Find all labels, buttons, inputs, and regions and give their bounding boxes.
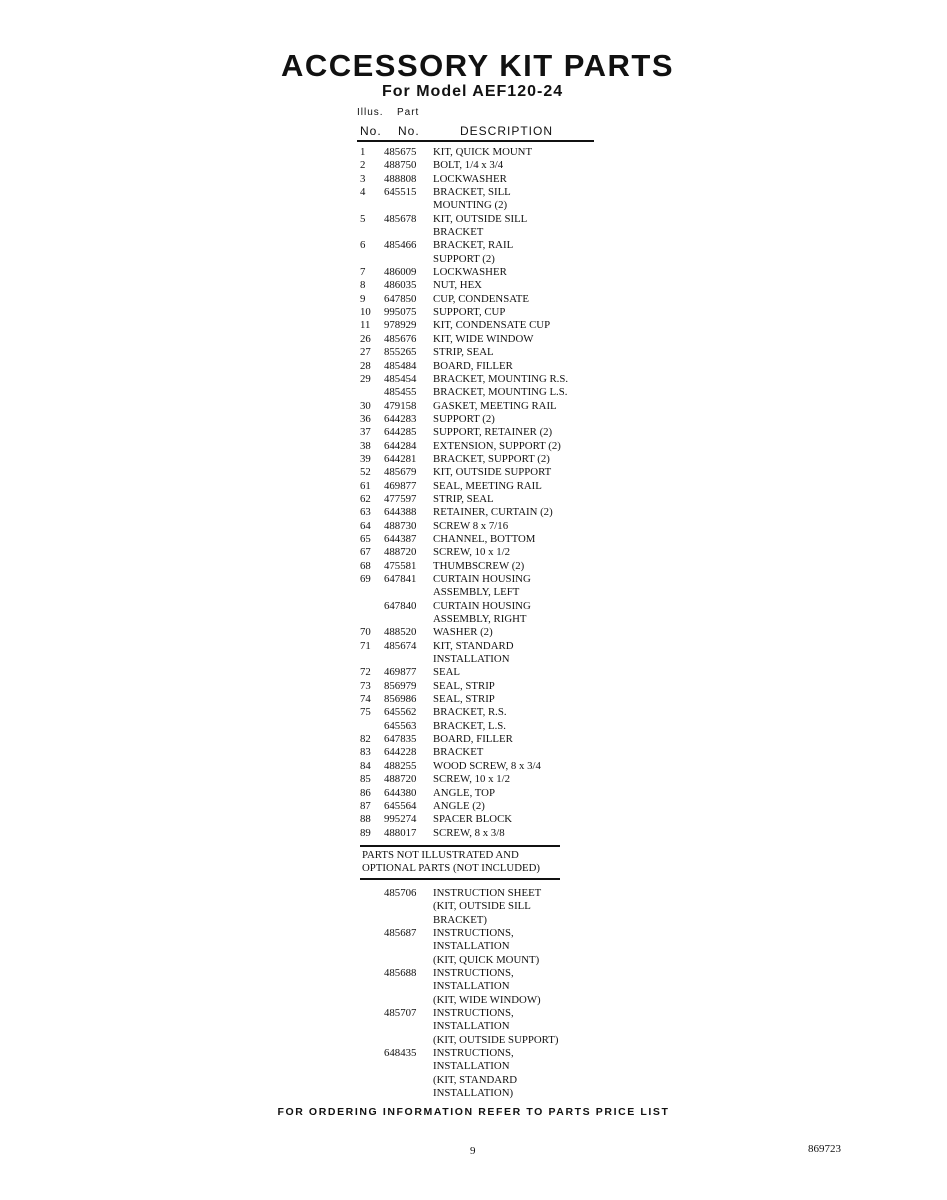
- part-number: 488720: [384, 773, 417, 786]
- optional-row: [357, 1087, 607, 1100]
- illus-number: 70: [360, 626, 371, 639]
- description-header: DESCRIPTION: [460, 124, 554, 138]
- part-number: 978929: [384, 319, 417, 332]
- illus-number: 6: [360, 239, 366, 252]
- illus-number: 36: [360, 412, 371, 425]
- parts-row: [357, 546, 607, 559]
- part-number: 647850: [384, 292, 417, 305]
- part-number: 485674: [384, 639, 417, 652]
- part-description: ASSEMBLY, RIGHT: [433, 613, 527, 626]
- page-title: ACCESSORY KIT PARTS: [280, 48, 675, 83]
- parts-row: [357, 186, 607, 199]
- parts-row: [357, 266, 607, 279]
- part-description: ANGLE (2): [433, 799, 485, 812]
- part-description: KIT, WIDE WINDOW: [433, 332, 534, 345]
- part-number: 647840: [384, 599, 417, 612]
- parts-row: [357, 360, 607, 373]
- part-description: (KIT, OUTSIDE SUPPORT): [433, 1033, 559, 1046]
- part-number: 479158: [384, 399, 417, 412]
- part-description: SCREW 8 x 7/16: [433, 519, 509, 532]
- part-number: [384, 653, 433, 666]
- part-number: 485679: [384, 466, 417, 479]
- illus-number: 88: [360, 813, 371, 826]
- parts-row: [357, 346, 607, 359]
- parts-row: [357, 159, 607, 172]
- part-number: [384, 980, 433, 993]
- part-description: INSTRUCTION SHEET: [433, 887, 542, 899]
- part-number: 485675: [384, 146, 417, 158]
- part-number: 644387: [384, 532, 417, 545]
- part-number: 485687: [384, 927, 417, 940]
- illus-number: [357, 1047, 384, 1060]
- part-number: 486009: [384, 266, 417, 279]
- part-number: [384, 954, 433, 967]
- illus-number: [357, 613, 384, 626]
- illus-number: 89: [360, 826, 371, 839]
- illus-number: [357, 586, 384, 599]
- parts-row: [357, 453, 607, 466]
- illus-number: 11: [360, 319, 371, 332]
- illus-number: 83: [360, 746, 371, 759]
- part-number: 488720: [384, 546, 417, 559]
- parts-row: [357, 640, 607, 653]
- part-description: KIT, OUTSIDE SILL: [433, 212, 528, 225]
- illus-number: 61: [360, 479, 371, 492]
- part-number: 644283: [384, 412, 417, 425]
- part-description: SCREW, 8 x 3/8: [433, 826, 505, 839]
- document-number: 869723: [808, 1143, 841, 1155]
- illus-number: 10: [360, 306, 371, 319]
- part-description: INSTALLATION: [433, 653, 510, 666]
- part-number: 644380: [384, 786, 417, 799]
- part-number: 485707: [384, 1007, 417, 1020]
- part-description: MOUNTING (2): [433, 199, 508, 212]
- optional-row: [357, 1060, 607, 1073]
- part-number: 648435: [384, 1047, 417, 1060]
- illus-number: 8: [360, 279, 366, 292]
- illus-number: 4: [360, 186, 366, 199]
- illus-number: 38: [360, 439, 371, 452]
- part-number: 644228: [384, 746, 417, 759]
- part-description: BRACKET, SUPPORT (2): [433, 452, 550, 465]
- part-description: KIT, CONDENSATE CUP: [433, 319, 551, 332]
- parts-row: [357, 440, 607, 453]
- part-description: BRACKET, L.S.: [433, 719, 506, 732]
- parts-row: [357, 146, 607, 159]
- part-number: [384, 940, 433, 953]
- parts-row: [357, 413, 607, 426]
- illus-number: 73: [360, 679, 371, 692]
- illus-number: [357, 927, 384, 940]
- parts-row: [357, 466, 607, 479]
- optional-row: [357, 927, 607, 940]
- part-description: CURTAIN HOUSING: [433, 573, 531, 585]
- part-number: 488017: [384, 826, 417, 839]
- illus-number: 72: [360, 666, 371, 679]
- part-description: KIT, OUTSIDE SUPPORT: [433, 466, 552, 479]
- part-number: [384, 613, 433, 626]
- part-number: 485676: [384, 332, 417, 345]
- illus-number: [357, 226, 384, 239]
- illus-number: [357, 954, 384, 967]
- illus-number: 68: [360, 559, 371, 572]
- illus-number: 29: [360, 372, 371, 385]
- parts-row: [357, 653, 607, 666]
- part-description: THUMBSCREW (2): [433, 559, 525, 572]
- parts-row: [357, 773, 607, 786]
- part-number: 477597: [384, 492, 417, 505]
- part-description: INSTRUCTIONS,: [433, 1007, 514, 1020]
- parts-row: [357, 173, 607, 186]
- optional-heading-line-1: PARTS NOT ILLUSTRATED AND: [362, 849, 519, 861]
- optional-row: [357, 887, 607, 900]
- illus-number: 27: [360, 346, 371, 359]
- illus-number: 30: [360, 399, 371, 412]
- optional-parts-heading: [362, 849, 540, 876]
- part-number: [384, 914, 433, 927]
- illus-number: 71: [360, 639, 371, 652]
- part-description: BOARD, FILLER: [433, 359, 513, 372]
- parts-row: [357, 666, 607, 679]
- illus-number: [357, 887, 384, 900]
- optional-row: [357, 1020, 607, 1033]
- optional-parts-list: [357, 887, 607, 1101]
- part-description: BRACKET): [433, 913, 487, 926]
- illus-number: [357, 1087, 384, 1100]
- illus-number: 1: [360, 146, 366, 158]
- parts-row: [357, 746, 607, 759]
- illus-number: [357, 720, 384, 733]
- part-description: BRACKET, R.S.: [433, 706, 507, 719]
- illus-number: [357, 900, 384, 913]
- part-number: 995274: [384, 813, 417, 826]
- parts-row: [357, 239, 607, 252]
- illus-number: 74: [360, 693, 371, 706]
- illus-number: 64: [360, 519, 371, 532]
- parts-row: [357, 480, 607, 493]
- part-description: LOCKWASHER: [433, 172, 507, 185]
- part-description: GASKET, MEETING RAIL: [433, 399, 557, 412]
- illus-number: 39: [360, 452, 371, 465]
- illus-number: [357, 994, 384, 1007]
- part-description: RETAINER, CURTAIN (2): [433, 506, 553, 519]
- part-number: 485484: [384, 359, 417, 372]
- part-description: CURTAIN HOUSING: [433, 599, 531, 612]
- part-description: INSTALLATION: [433, 1020, 510, 1033]
- illus-header: Illus.: [357, 107, 384, 118]
- part-description: (KIT, OUTSIDE SILL: [433, 900, 531, 913]
- parts-row: [357, 720, 607, 733]
- parts-row: [357, 827, 607, 840]
- illus-number: [357, 980, 384, 993]
- parts-row: [357, 306, 607, 319]
- parts-row: [357, 426, 607, 439]
- part-number: 488520: [384, 626, 417, 639]
- parts-row: [357, 253, 607, 266]
- parts-row: [357, 333, 607, 346]
- illus-number: 82: [360, 733, 371, 746]
- parts-row: [357, 400, 607, 413]
- ordering-footer: FOR ORDERING INFORMATION REFER TO PARTS PRICE LIST: [277, 1106, 670, 1118]
- part-description: SUPPORT, CUP: [433, 306, 506, 319]
- part-number: [384, 199, 433, 212]
- parts-row: [357, 787, 607, 800]
- optional-row: [357, 994, 607, 1007]
- part-number: [384, 900, 433, 913]
- part-number: 647841: [384, 573, 417, 585]
- illus-number: 37: [360, 426, 371, 439]
- parts-row: [357, 386, 607, 399]
- header-rule: [357, 140, 594, 142]
- parts-row: [357, 293, 607, 306]
- part-number: 485688: [384, 967, 417, 980]
- part-description: INSTALLATION: [433, 980, 510, 993]
- part-number: 645563: [384, 719, 417, 732]
- optional-row: [357, 954, 607, 967]
- parts-row: [357, 706, 607, 719]
- parts-row: [357, 586, 607, 599]
- part-number: 856979: [384, 679, 417, 692]
- illus-number: 69: [360, 573, 371, 585]
- illus-number: 5: [360, 212, 366, 225]
- part-number: 645515: [384, 186, 417, 199]
- illus-number: [357, 1034, 384, 1047]
- part-description: SCREW, 10 x 1/2: [433, 773, 510, 786]
- parts-row: [357, 319, 607, 332]
- part-description: LOCKWASHER: [433, 266, 507, 279]
- optional-row: [357, 914, 607, 927]
- parts-list: [357, 146, 607, 840]
- parts-row: [357, 199, 607, 212]
- part-number: [384, 994, 433, 1007]
- optional-row: [357, 980, 607, 993]
- part-number: [384, 226, 433, 239]
- parts-row: [357, 520, 607, 533]
- parts-row: [357, 279, 607, 292]
- illus-number: [357, 940, 384, 953]
- part-no-header: No.: [398, 124, 420, 138]
- part-description: NUT, HEX: [433, 279, 482, 292]
- parts-row: [357, 760, 607, 773]
- part-description: BRACKET, RAIL: [433, 239, 514, 252]
- part-description: INSTRUCTIONS,: [433, 1047, 514, 1060]
- optional-row: [357, 967, 607, 980]
- part-description: ANGLE, TOP: [433, 786, 495, 799]
- part-description: CHANNEL, BOTTOM: [433, 532, 536, 545]
- parts-row: [357, 560, 607, 573]
- part-description: INSTALLATION: [433, 940, 510, 953]
- illus-number: 52: [360, 466, 371, 479]
- illus-number: [357, 1060, 384, 1073]
- part-description: SUPPORT (2): [433, 252, 495, 265]
- part-number: [384, 1074, 433, 1087]
- illus-number: 26: [360, 332, 371, 345]
- optional-heading-line-2: OPTIONAL PARTS (NOT INCLUDED): [362, 862, 541, 875]
- page-number: 9: [470, 1145, 476, 1157]
- parts-row: [357, 680, 607, 693]
- part-number: 488808: [384, 172, 417, 185]
- parts-row: [357, 226, 607, 239]
- part-number: 485466: [384, 239, 417, 252]
- illus-number: [357, 1074, 384, 1087]
- part-number: 475581: [384, 559, 417, 572]
- parts-row: [357, 213, 607, 226]
- illus-number: 84: [360, 759, 371, 772]
- part-description: KIT, QUICK MOUNT: [433, 146, 533, 158]
- part-description: SEAL, STRIP: [433, 693, 495, 706]
- illus-number: 7: [360, 266, 366, 279]
- part-number: 486035: [384, 279, 417, 292]
- illus-number: 28: [360, 359, 371, 372]
- parts-row: [357, 533, 607, 546]
- illus-number: [357, 199, 384, 212]
- illus-number: [357, 1007, 384, 1020]
- parts-row: [357, 506, 607, 519]
- parts-row: [357, 373, 607, 386]
- optional-row: [357, 1034, 607, 1047]
- part-number: 644281: [384, 452, 417, 465]
- parts-row: [357, 693, 607, 706]
- optional-row: [357, 940, 607, 953]
- part-number: 488750: [384, 159, 417, 172]
- part-description: INSTALLATION: [433, 1060, 510, 1073]
- parts-row: [357, 813, 607, 826]
- part-number: 469877: [384, 479, 417, 492]
- part-description: SEAL, STRIP: [433, 679, 495, 692]
- part-description: BOLT, 1/4 x 3/4: [433, 159, 504, 172]
- part-header: Part: [397, 107, 420, 118]
- part-number: [384, 1087, 433, 1100]
- illus-number: [357, 1020, 384, 1033]
- part-description: STRIP, SEAL: [433, 346, 494, 359]
- part-description: WOOD SCREW, 8 x 3/4: [433, 759, 541, 772]
- part-description: EXTENSION, SUPPORT (2): [433, 439, 561, 452]
- part-description: INSTRUCTIONS,: [433, 967, 514, 980]
- part-description: SEAL: [433, 666, 460, 679]
- optional-row: [357, 1047, 607, 1060]
- part-description: ASSEMBLY, LEFT: [433, 586, 520, 599]
- part-description: BRACKET: [433, 226, 484, 239]
- part-number: 647835: [384, 733, 417, 746]
- optional-bottom-rule: [360, 878, 560, 880]
- optional-top-rule: [360, 845, 560, 847]
- illus-number: 63: [360, 506, 371, 519]
- parts-row: [357, 800, 607, 813]
- part-number: [384, 1020, 433, 1033]
- part-description: SEAL, MEETING RAIL: [433, 479, 542, 492]
- part-number: 856986: [384, 693, 417, 706]
- illus-number: 62: [360, 492, 371, 505]
- part-number: 485454: [384, 372, 417, 385]
- part-description: INSTRUCTIONS,: [433, 927, 514, 940]
- illus-number: 67: [360, 546, 371, 559]
- illus-number: [357, 653, 384, 666]
- part-number: 645564: [384, 799, 417, 812]
- part-number: 644284: [384, 439, 417, 452]
- parts-row: [357, 600, 607, 613]
- illus-number: 85: [360, 773, 371, 786]
- part-description: SUPPORT (2): [433, 412, 495, 425]
- part-number: [384, 253, 433, 266]
- part-description: (KIT, QUICK MOUNT): [433, 953, 540, 966]
- parts-row: [357, 613, 607, 626]
- parts-row: [357, 733, 607, 746]
- part-number: 488730: [384, 519, 417, 532]
- part-description: SCREW, 10 x 1/2: [433, 546, 510, 559]
- part-description: BRACKET: [433, 746, 484, 759]
- part-number: 485706: [384, 887, 417, 899]
- optional-row: [357, 900, 607, 913]
- part-description: WASHER (2): [433, 626, 493, 639]
- illus-number: [357, 386, 384, 399]
- part-description: (KIT, WIDE WINDOW): [433, 993, 541, 1006]
- part-description: CUP, CONDENSATE: [433, 292, 529, 305]
- parts-row: [357, 626, 607, 639]
- part-number: 469877: [384, 666, 417, 679]
- illus-number: 2: [360, 159, 366, 172]
- illus-number: 87: [360, 799, 371, 812]
- illus-number: [357, 600, 384, 613]
- part-description: SUPPORT, RETAINER (2): [433, 426, 553, 439]
- parts-row: [357, 493, 607, 506]
- optional-row: [357, 1007, 607, 1020]
- illus-number: 86: [360, 786, 371, 799]
- part-description: BRACKET, SILL: [433, 186, 511, 199]
- parts-row: [357, 573, 607, 586]
- part-description: BRACKET, MOUNTING R.S.: [433, 372, 569, 385]
- part-number: [384, 1060, 433, 1073]
- part-description: INSTALLATION): [433, 1087, 514, 1100]
- part-number: [384, 1034, 433, 1047]
- illus-number: 75: [360, 706, 371, 719]
- part-number: 485455: [384, 386, 417, 399]
- illus-number: [357, 914, 384, 927]
- part-number: 995075: [384, 306, 417, 319]
- part-description: KIT, STANDARD: [433, 639, 514, 652]
- part-description: SPACER BLOCK: [433, 813, 513, 826]
- optional-row: [357, 1074, 607, 1087]
- part-number: [384, 586, 433, 599]
- part-number: 644388: [384, 506, 417, 519]
- part-description: STRIP, SEAL: [433, 492, 494, 505]
- part-number: 855265: [384, 346, 417, 359]
- part-number: 485678: [384, 212, 417, 225]
- part-description: BRACKET, MOUNTING L.S.: [433, 386, 568, 399]
- illus-number: 65: [360, 532, 371, 545]
- part-description: (KIT, STANDARD: [433, 1073, 518, 1086]
- illus-no-header: No.: [360, 124, 382, 138]
- illus-number: 3: [360, 172, 366, 185]
- part-number: 644285: [384, 426, 417, 439]
- illus-number: [357, 967, 384, 980]
- part-number: 645562: [384, 706, 417, 719]
- model-subtitle: For Model AEF120-24: [382, 83, 564, 100]
- part-description: BOARD, FILLER: [433, 733, 513, 746]
- illus-number: [357, 253, 384, 266]
- illus-number: 9: [360, 292, 366, 305]
- part-number: 488255: [384, 759, 417, 772]
